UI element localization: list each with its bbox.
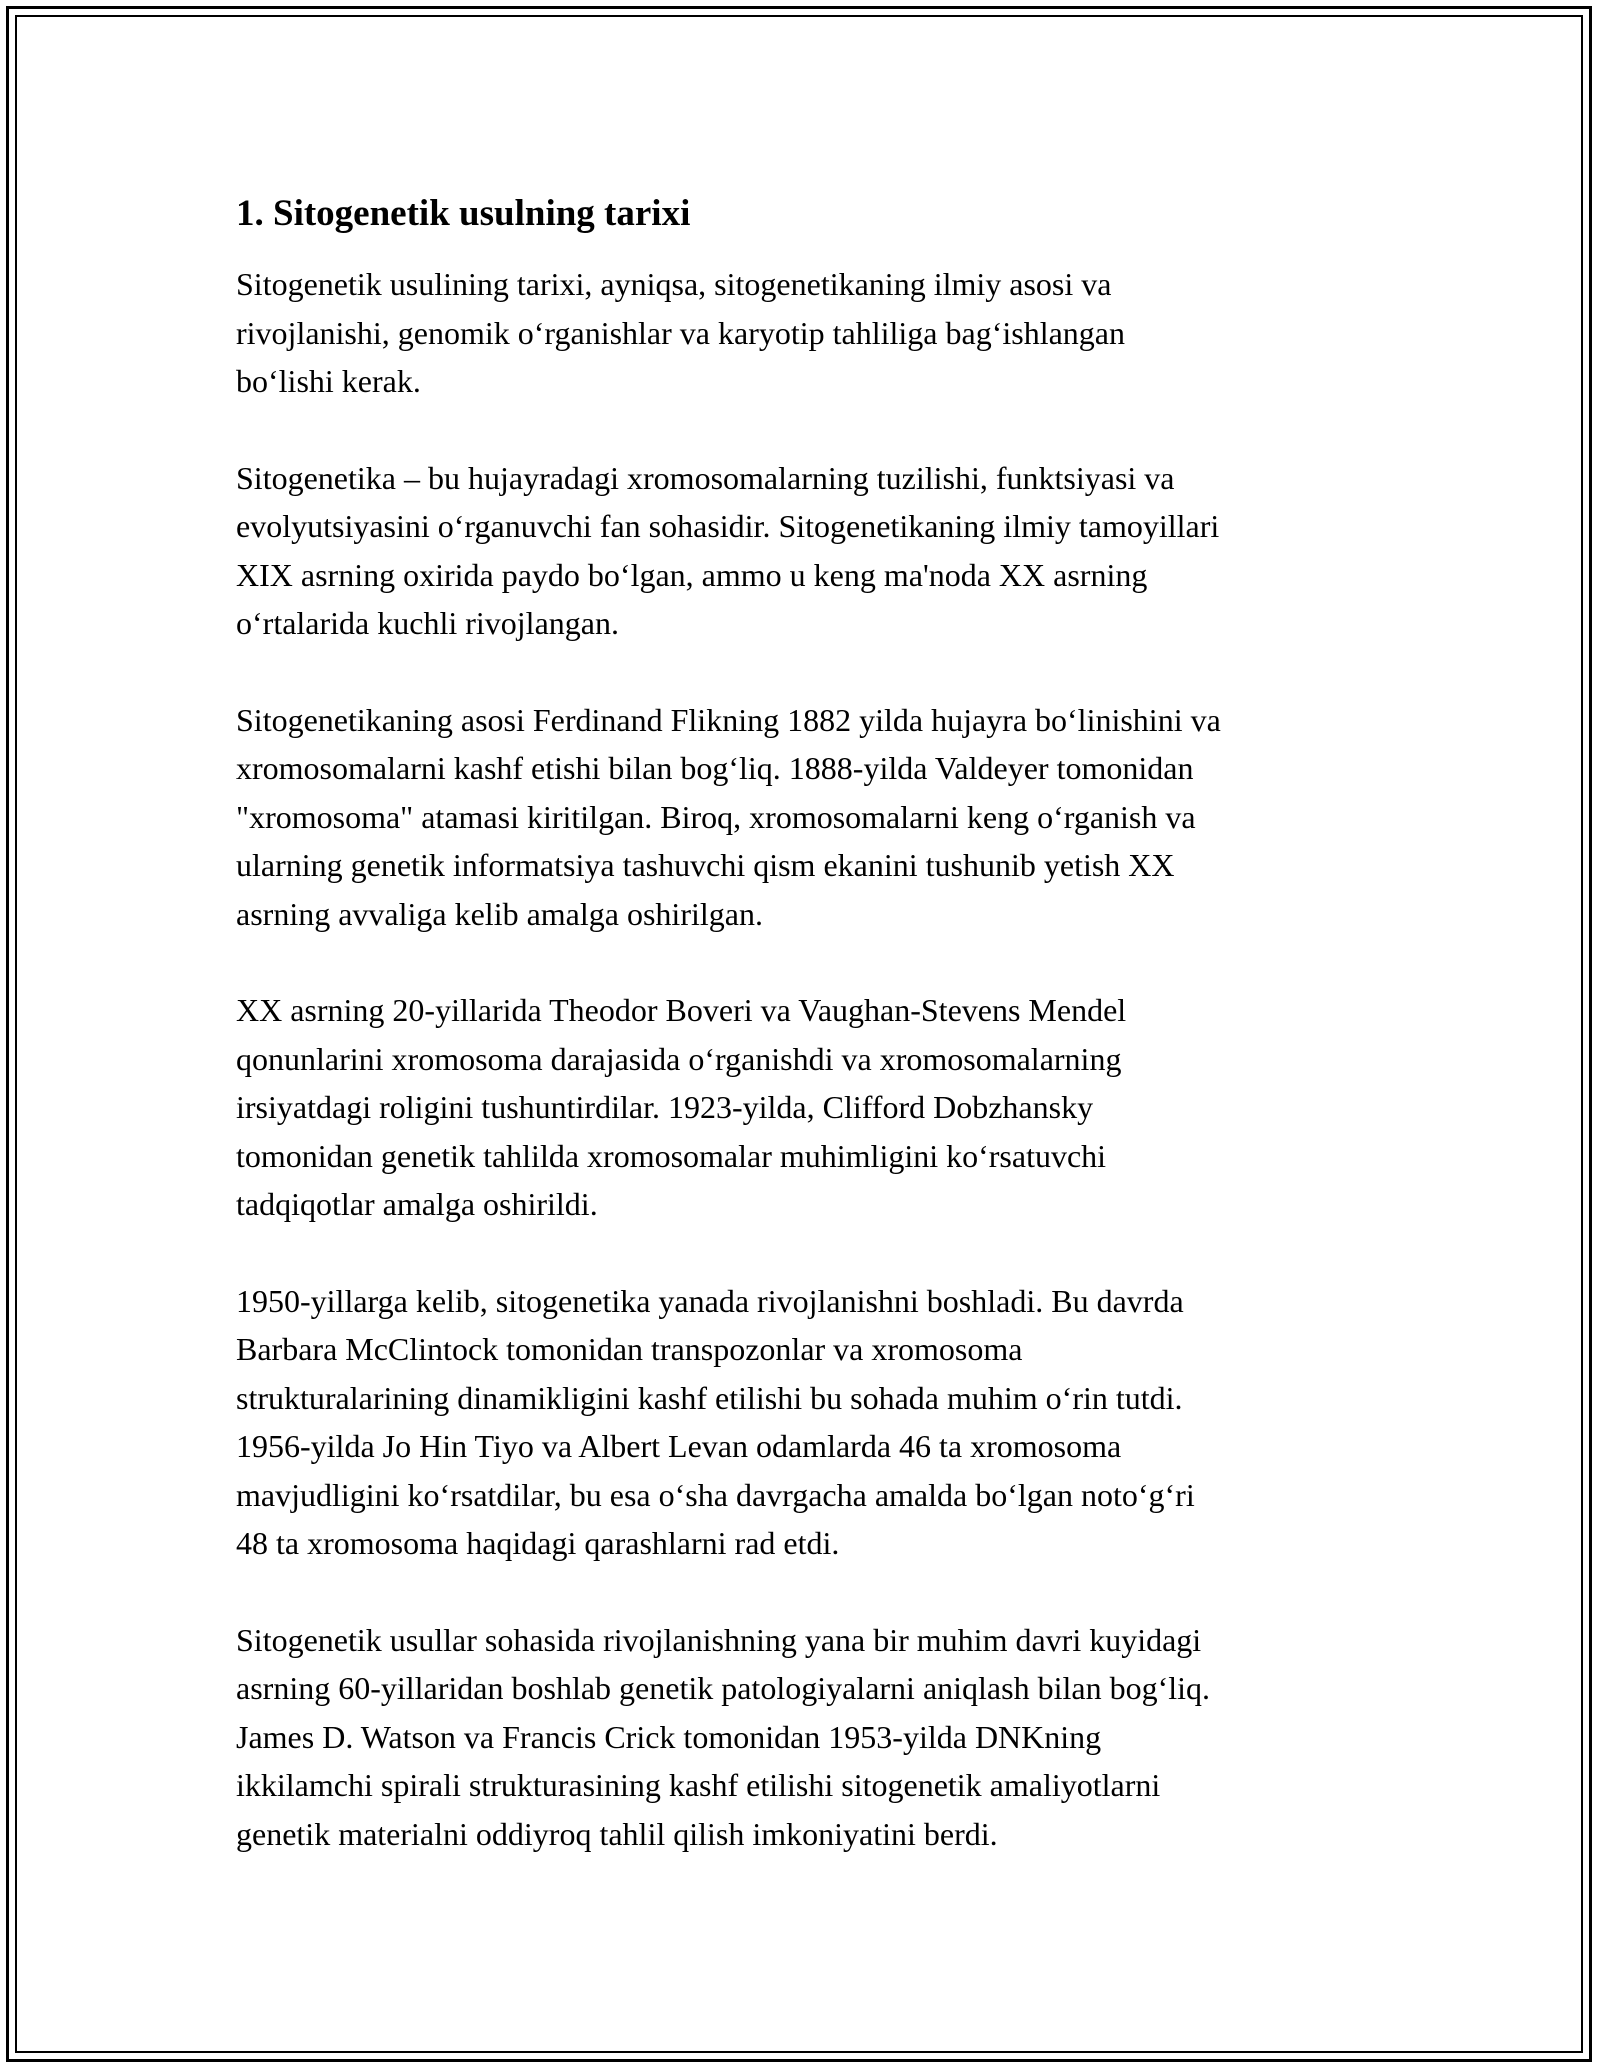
paragraph-1: [236, 260, 1386, 406]
paragraph-line: Barbara McClintock tomonidan transpozonlar va xromosoma: [236, 1331, 1023, 1367]
paragraph-2: [236, 454, 1386, 648]
paragraph-line: rivojlanishi, genomik o‘rganishlar va karyotip tahliliga bag‘ishlangan: [236, 314, 1125, 351]
paragraph-line: asrning avvaliga kelib amalga oshirilgan.: [236, 895, 763, 932]
paragraph-line: ularning genetik informatsiya tashuvchi qism ekanini tushunib yetish XX: [236, 847, 1175, 883]
paragraph-3: [236, 696, 1386, 939]
paragraph-line: Sitogenetikaning asosi Ferdinand Flikning 1882 yilda hujayra bo‘linishini va: [236, 701, 1221, 738]
paragraph-line: James D. Watson va Francis Crick tomonidan 1953-yilda DNKning: [236, 1718, 1102, 1755]
paragraph-4: [236, 986, 1386, 1229]
paragraph-line: asrning 60-yillaridan boshlab genetik patologiyalarni aniqlash bilan bog‘liq.: [236, 1670, 1210, 1706]
paragraph-line: XIX asrning oxirida paydo bo‘lgan, ammo u keng ma'noda XX asrning: [236, 556, 1148, 593]
paragraph-line: ikkilamchi spirali strukturasining kashf etilishi sitogenetik amaliyotlarni: [236, 1767, 1161, 1803]
paragraph-line: 1950-yillarga kelib, sitogenetika yanada rivojlanishni boshladi. Bu davrda: [236, 1282, 1184, 1319]
paragraph-line: 48 ta xromosoma haqidagi qarashlarni rad etdi.: [236, 1525, 840, 1561]
paragraph-line: irsiyatdagi roligini tushuntirdilar. 1923-yilda, Clifford Dobzhansky: [236, 1089, 1094, 1125]
paragraph-line: mavjudligini ko‘rsatdilar, bu esa o‘sha davrgacha amalda bo‘lgan noto‘g‘ri: [236, 1476, 1195, 1513]
paragraph-line: bo‘lishi kerak.: [236, 363, 421, 399]
paragraph-line: 1956-yilda Jo Hin Tiyo va Albert Levan odamlarda 46 ta xromosoma: [236, 1428, 1122, 1464]
section-heading: 1. Sitogenetik usulning tarixi: [236, 193, 691, 234]
document-body: [236, 188, 1386, 1906]
paragraph-line: tadqiqotlar amalga oshirildi.: [236, 1186, 598, 1222]
paragraph-line: qonunlarini xromosoma darajasida o‘rganishdi va xromosomalarning: [236, 1040, 1122, 1077]
paragraph-6: [236, 1616, 1386, 1859]
paragraph-line: Sitogenetika – bu hujayradagi xromosomalarning tuzilishi, funktsiyasi va: [236, 459, 1175, 496]
paragraph-line: genetik materialni oddiyroq tahlil qilish imkoniyatini berdi.: [236, 1815, 998, 1852]
paragraph-line: evolyutsiyasini o‘rganuvchi fan sohasidir. Sitogenetikaning ilmiy tamoyillari: [236, 508, 1220, 544]
paragraph-5: [236, 1277, 1386, 1568]
paragraph-line: xromosomalarni kashf etishi bilan bog‘liq. 1888-yilda Valdeyer tomonidan: [236, 750, 1194, 786]
paragraph-line: Sitogenetik usulining tarixi, ayniqsa, sitogenetikaning ilmiy asosi va: [236, 266, 1112, 302]
paragraph-line: Sitogenetik usullar sohasida rivojlanishning yana bir muhim davri kuyidagi: [236, 1621, 1202, 1658]
paragraph-line: "xromosoma" atamasi kiritilgan. Biroq, xromosomalarni keng o‘rganish va: [236, 798, 1196, 835]
paragraph-line: tomonidan genetik tahlilda xromosomalar muhimligini ko‘rsatuvchi: [236, 1137, 1107, 1174]
paragraph-line: strukturalarining dinamikligini kashf etilishi bu sohada muhim o‘rin tutdi.: [236, 1379, 1183, 1416]
paragraph-line: o‘rtalarida kuchli rivojlangan.: [236, 605, 619, 641]
paragraph-line: XX asrning 20-yillarida Theodor Boveri va Vaughan-Stevens Mendel: [236, 992, 1127, 1028]
